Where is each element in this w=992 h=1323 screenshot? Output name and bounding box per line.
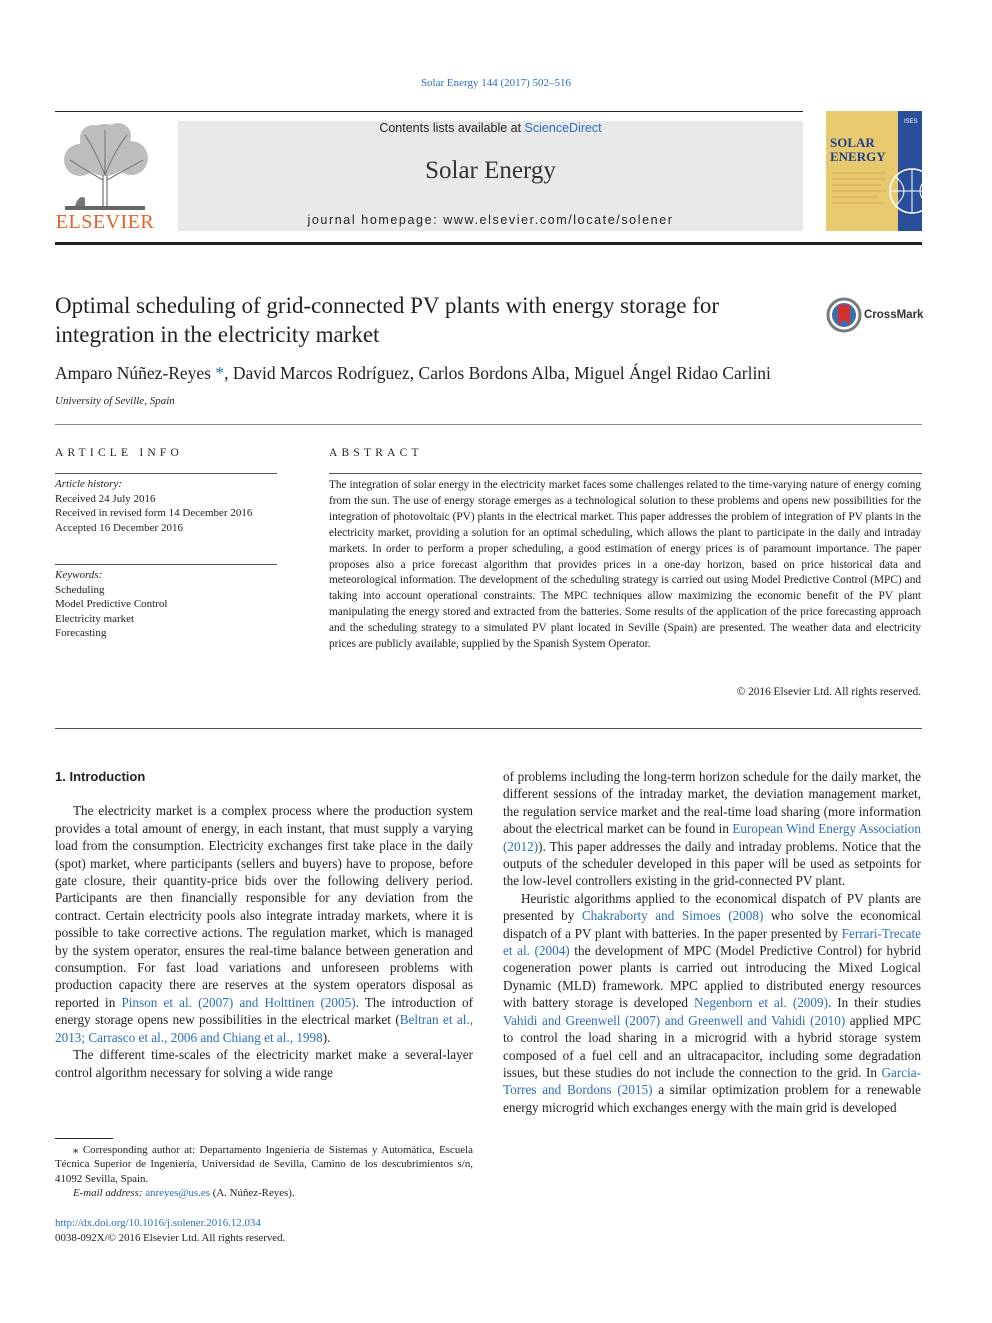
email-label: E-mail address: — [73, 1186, 146, 1199]
citation-link[interactable]: Vahidi and Greenwell (2007) and Greenwell and Vahidi (2010) — [503, 1012, 846, 1028]
keywords-label: Keywords: — [55, 569, 103, 581]
author-list — [55, 363, 771, 384]
paragraph-text: ). — [322, 1029, 331, 1045]
paper-title: Optimal scheduling of grid-connected PV plants with energy storage for integration in the electricity market — [55, 293, 720, 347]
keywords-rule — [55, 564, 277, 565]
header-thick-rule — [55, 242, 922, 245]
article-info-rule — [55, 473, 277, 474]
homepage-prefix: journal homepage: — [307, 213, 444, 227]
article-info-heading: ARTICLE INFO — [55, 447, 183, 459]
paragraph-text: who solve the economical dispatch of a PV plant with batteries. In the paper presented by — [503, 908, 921, 941]
paragraph-text: . The introduction of energy storage opens new possibilities in the electrical market ( — [55, 994, 473, 1028]
paragraph-text: Heuristic algorithms applied to the economical dispatch of PV plants are presented by — [503, 890, 921, 924]
paragraph-text: The electricity market is a complex process where the production system provides a total amount of energy, in each instant, that must supply a varying load from the consumption. Electricity exchanges first take place in the daily (spot) market, where participants (sellers and buyers) have to propose, before gate closure, their quantity-price bids over the following delivery period. Participants are then financially responsible for any deviation from the contract. Certain electricity pools also integrate intraday markets, where it is possible to take corrective actions. The regulation market, which is managed by the system operator, ensures the real-time balance between generation and consumption. For fast load variations and unforeseen problems with production capacity there are reserves at the system operators disposal as reported in — [55, 803, 473, 1010]
keyword: Scheduling — [55, 583, 105, 596]
corresponding-author: Amparo Núñez-Reyes — [55, 363, 211, 383]
paragraph-text: ). This paper addresses the daily and intraday problems. Notice that the outputs of the scheduler developed in this paper will be used as setpoints for the low-level controllers existing in the grid-connected PV plant. — [503, 838, 921, 889]
footnote-star: ⁎ — [73, 1144, 79, 1156]
svg-text:ENERGY: ENERGY — [830, 149, 886, 164]
history-label: Article history: — [55, 478, 122, 490]
affiliation-rule — [55, 424, 922, 425]
received-date: Received 24 July 2016 — [55, 492, 156, 505]
body-rule — [55, 728, 922, 729]
homepage-line — [178, 213, 803, 227]
keywords-block — [55, 568, 167, 641]
doi-link[interactable]: http://dx.doi.org/10.1016/j.solener.2016.12.034 — [55, 1217, 261, 1229]
abstract-rule — [329, 473, 922, 474]
email-note — [55, 1186, 473, 1200]
citation-link[interactable]: Pinson et al. (2007) and Holttinen (2005) — [121, 994, 356, 1010]
citation-link[interactable]: Chakraborty and Simoes (2008) — [581, 908, 764, 924]
journal-title: Solar Energy — [425, 157, 556, 184]
revised-date: Received in revised form 14 December 2016 — [55, 507, 253, 519]
email-link[interactable]: anreyes@us.es — [145, 1186, 210, 1199]
co-authors: , David Marcos Rodríguez, Carlos Bordons Alba, Miguel Ángel Ridao Carlini — [224, 363, 771, 383]
paragraph-text: . In their studies — [827, 995, 921, 1011]
homepage-link[interactable]: www.elsevier.com/locate/solener — [443, 213, 674, 227]
crossmark-label[interactable]: CrossMark — [864, 309, 924, 321]
abstract-copyright: © 2016 Elsevier Ltd. All rights reserved. — [736, 686, 921, 698]
contents-line — [178, 121, 803, 135]
citation-link[interactable]: Negenborn et al. (2009) — [693, 995, 828, 1011]
footnote-rule — [55, 1138, 113, 1139]
paragraph-text: the development of MPC (Model Predictive Control) for hybrid cogeneration power plants is carried out introducing the Mixed Logical Dynamic (MLD) framework. MPC applied to distributed energy resources with battery storage is developed — [503, 943, 921, 1011]
journal-cover-thumbnail[interactable] — [826, 111, 922, 231]
paragraph — [55, 802, 473, 1046]
citation-link[interactable]: Ferrari-Trecate et al. (2004) — [503, 925, 921, 959]
corresponding-author-star[interactable]: * — [211, 363, 225, 383]
accepted-date: Accepted 16 December 2016 — [55, 521, 183, 534]
paragraph: The different time-scales of the electricity market make a several-layer control algorithm necessary for solving a wide range — [55, 1047, 473, 1080]
footnote-text: Corresponding author at: Departamento Ingeniería de Sistemas y Automática, Escuela Técnica Superior de Ingeniería, Universidad de Sevilla, Camino de los descubrimientos s/n, 41092 Sevilla, Spain. — [55, 1144, 473, 1185]
issn-line: 0038-092X/© 2016 Elsevier Ltd. All rights reserved. — [55, 1232, 286, 1244]
citation-link[interactable]: Beltran et al., 2013; Carrasco et al., 2006 and Chiang et al., 1998 — [55, 1012, 473, 1045]
section-heading: 1. Introduction — [55, 769, 146, 784]
paragraph-text: of problems including the long-term horizon schedule for the daily market, the different sessions of the intraday market, the deviation management market, the regulation service market and the real-time load sharing (more information about the electrical market can be found in — [503, 769, 921, 837]
email-owner: (A. Núñez-Reyes). — [209, 1186, 295, 1199]
keyword: Forecasting — [55, 627, 107, 639]
citation-link[interactable]: Garcia-Torres and Bordons (2015) — [503, 1064, 921, 1098]
citation-link[interactable]: European Wind Energy Association (2012) — [503, 821, 921, 854]
paragraph — [503, 768, 921, 890]
svg-text:SOLAR: SOLAR — [830, 135, 875, 150]
keyword: Model Predictive Control — [55, 598, 168, 610]
doi-block — [55, 1216, 285, 1246]
sciencedirect-link[interactable]: ScienceDirect — [524, 121, 602, 135]
article-history — [55, 477, 252, 535]
paragraph-text: applied MPC to control the load sharing in a microgrid with a hybrid storage system composed of a fuel cell and an ultracapacitor, including some degradation issues, but these studies do not include the connection to the grid. In — [503, 1012, 922, 1080]
journal-reference-link[interactable]: Solar Energy 144 (2017) 502–516 — [420, 77, 572, 89]
body-column-left — [55, 768, 473, 1081]
publisher-name: ELSEVIER — [55, 211, 155, 233]
corresponding-note — [55, 1143, 473, 1186]
paragraph — [503, 890, 921, 1116]
footnote — [55, 1143, 473, 1200]
affiliation: University of Seville, Spain — [55, 395, 175, 407]
abstract-text: The integration of solar energy in the electricity market faces some challenges related to the time-varying nature of energy coming from the sun. The use of energy storage emerges as a technological solution to these problems and opens new possibilities for the integration of photovoltaic (PV) plants in the electrical market. This paper addresses the problem of integration of PV plants in the electricity market, providing a solution for an optimal scheduling, which allows the plant to participate in the daily and intraday markets. In order to perform a proper scheduling, a good estimation of energy prices is of paramount importance. The paper proposes also a price forecast algorithm that provides prices in a one-day horizon, based on price historical data and meteorological information. The development of the scheduling strategy is carried out using Model Predictive Control (MPC) and taking into account operational constraints. The MPC techniques allow maximizing the economic benefit of the PV plant manipulating the energy stored and extracted from the batteries. Some results of the application of the price forecasting approach and the scheduling strategy to a simulated PV plant located in Seville (Spain) are presented. The weather data and electricity prices are publicly available, supplied by the Spanish System Operator. — [329, 479, 921, 651]
paragraph-text: a similar optimization problem for a renewable energy microgrid which exchanges energy with the main grid is developed — [503, 1082, 922, 1115]
svg-text:ISES: ISES — [904, 119, 918, 125]
contents-prefix: Contents lists available at — [379, 121, 525, 135]
journal-reference[interactable] — [0, 77, 992, 89]
keyword: Electricity market — [55, 612, 135, 625]
body-column-right — [503, 768, 921, 1116]
header-rule — [55, 111, 803, 112]
abstract-heading: ABSTRACT — [329, 447, 423, 459]
